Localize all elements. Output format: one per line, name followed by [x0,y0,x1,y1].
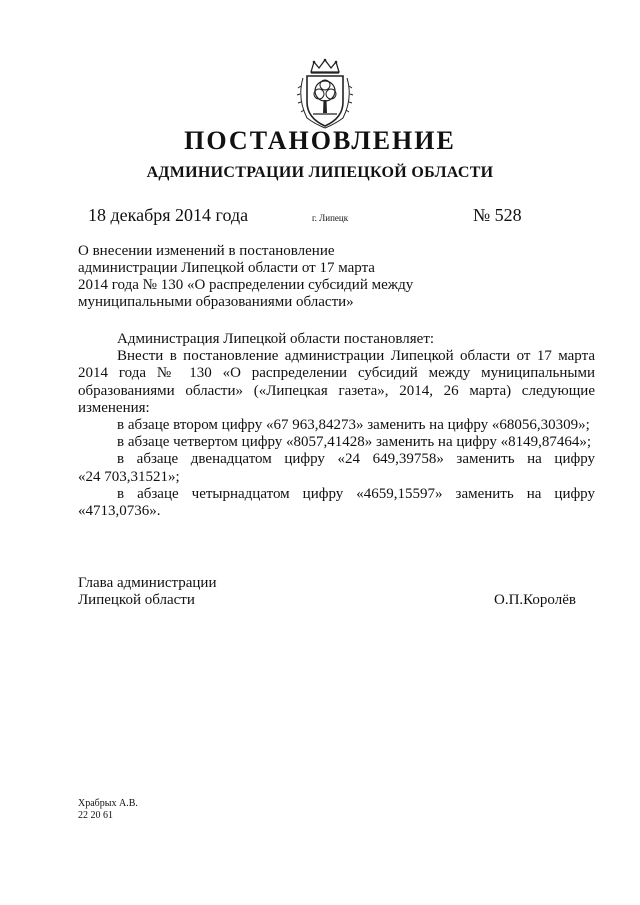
document-subject [78,243,438,311]
change-item-continuation: «24 703,31521»; [78,468,180,485]
executor-phone: 22 20 61 [78,810,113,821]
document-date: 18 декабря 2014 года [88,205,249,225]
change-item: в абзаце двенадцатом цифру «24 649,39758» заменить на цифру [117,451,595,468]
signatory-name: О.П.Королёв [494,592,576,608]
body-line: Внести в постановление администрации Липецкой области от 17 марта [117,348,595,365]
coat-of-arms-icon [295,58,355,130]
change-item: в абзаце четырнадцатом цифру «4659,15597» заменить на цифру [117,485,595,502]
document-number: № 528 [473,205,522,225]
body-line: изменения: [78,399,150,416]
subject-line: муниципальными образованиями области» [78,294,354,310]
document-title: ПОСТАНОВЛЕНИЕ [184,126,456,155]
signatory-position-line: Глава администрации [78,575,217,591]
change-item-continuation: «4713,0736». [78,503,161,520]
signatory-position-line: Липецкой области [78,592,195,608]
subject-line: администрации Липецкой области от 17 марта [78,260,375,276]
body-line: 2014 года № 130 «О распределении субсидий между муниципальными [78,365,595,382]
subject-line: О внесении изменений в постановление [78,243,335,259]
preamble: Администрация Липецкой области постановляет: [117,331,435,347]
subject-line: 2014 года № 130 «О распределении субсидий между [78,277,414,293]
issuing-authority: АДМИНИСТРАЦИИ ЛИПЕЦКОЙ ОБЛАСТИ [146,164,494,181]
executor-name: Храбрых А.В. [78,798,138,809]
body-line: образованиями области» («Липецкая газета», 2014, 26 марта) следующие [78,382,595,399]
executor-info [78,798,138,822]
document-city: г. Липецк [312,213,349,223]
change-item: в абзаце четвертом цифру «8057,41428» заменить на цифру «8149,87464»; [117,434,592,451]
signatory-position [78,575,216,609]
document-body [78,331,595,520]
change-item: в абзаце втором цифру «67 963,84273» заменить на цифру «68056,30309»; [117,417,590,434]
